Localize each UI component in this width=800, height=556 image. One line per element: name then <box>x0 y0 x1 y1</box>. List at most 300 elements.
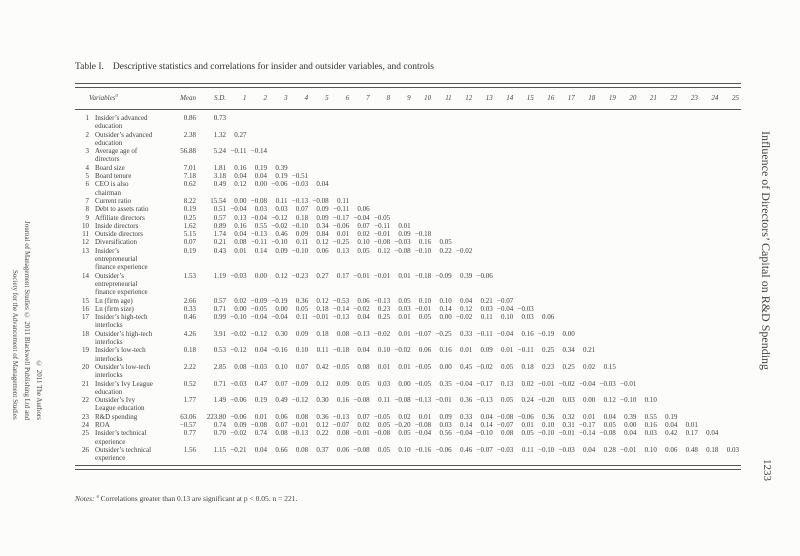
corr-value: 0.16 <box>418 238 432 247</box>
corr-value: −0.04 <box>579 379 596 388</box>
corr-value: 0.04 <box>480 412 493 421</box>
corr-value <box>556 297 577 305</box>
corr-value <box>433 197 454 205</box>
variable-label: Inside directors <box>95 221 139 230</box>
variable-label: Outsider’s high-tech interlocks <box>95 329 153 347</box>
corr-value: 0.01 <box>459 346 473 355</box>
corr-value: 0.10 <box>377 346 391 355</box>
corr-value: 0.05 <box>357 246 370 255</box>
corr-value <box>679 413 700 421</box>
corr-value <box>474 172 495 180</box>
variable-row <box>75 172 741 180</box>
left-margin-copyright <box>9 196 45 420</box>
corr-value: −0.11 <box>374 221 391 230</box>
corr-value <box>700 205 721 213</box>
corr-value: −0.23 <box>291 271 309 280</box>
corr-value: −0.10 <box>620 396 637 405</box>
corr-value <box>413 110 434 131</box>
corr-value: −0.01 <box>538 379 555 388</box>
corr-value: 0.10 <box>398 445 411 454</box>
corr-value: −0.06 <box>476 271 493 280</box>
corr-value <box>700 164 721 172</box>
corr-value: 0.05 <box>603 420 616 429</box>
corr-value <box>515 205 536 213</box>
sd-value: 0.49 <box>213 180 227 189</box>
corr-value: 0.11 <box>378 396 391 405</box>
corr-value <box>556 205 577 213</box>
variable-row <box>75 346 741 363</box>
corr-value <box>433 164 454 172</box>
corr-value: 0.16 <box>439 346 452 355</box>
corr-value <box>351 180 372 197</box>
corr-value: −0.02 <box>456 313 473 322</box>
corr-value: −0.19 <box>271 296 288 305</box>
corr-value: 0.48 <box>685 445 698 454</box>
corr-value: 0.22 <box>439 246 452 255</box>
corr-value: 0.03 <box>562 396 575 405</box>
variable-label: Board size <box>95 163 125 172</box>
corr-value <box>290 110 311 131</box>
variable-row <box>75 205 741 213</box>
corr-value <box>433 214 454 222</box>
corr-value <box>659 205 680 213</box>
corr-value: 0.07 <box>295 205 309 214</box>
corr-value <box>638 297 659 305</box>
corr-value: 0.00 <box>439 313 452 322</box>
corr-value: 0.00 <box>398 379 411 388</box>
corr-value <box>618 247 639 272</box>
corr-value <box>659 147 680 164</box>
corr-value: −0.06 <box>517 412 534 421</box>
corr-value <box>474 131 495 148</box>
corr-value <box>577 297 598 305</box>
corr-value: 0.00 <box>234 196 247 205</box>
corr-value: −0.02 <box>558 379 575 388</box>
corr-value <box>515 247 536 272</box>
corr-value <box>638 230 659 238</box>
corr-value <box>700 305 721 313</box>
corr-value: 0.03 <box>275 205 288 214</box>
corr-value: −0.04 <box>497 329 514 338</box>
corr-value: −0.13 <box>332 412 350 421</box>
corr-value <box>720 197 741 205</box>
corr-value: −0.02 <box>230 429 247 438</box>
corr-value <box>392 205 413 213</box>
column-header-19: 19 <box>597 88 618 110</box>
corr-value: 0.18 <box>521 362 534 371</box>
row-number: 21 <box>82 379 89 388</box>
corr-value <box>659 396 680 413</box>
corr-value: −0.08 <box>394 396 411 405</box>
corr-value <box>454 222 475 230</box>
corr-value <box>638 172 659 180</box>
corr-value: 0.10 <box>644 396 657 405</box>
corr-value <box>659 230 680 238</box>
corr-value <box>679 214 700 222</box>
corr-value <box>577 305 598 313</box>
corr-value <box>659 214 680 222</box>
corr-value: 0.13 <box>234 213 247 222</box>
corr-value: −0.06 <box>230 412 247 421</box>
corr-value <box>536 147 557 164</box>
corr-value <box>392 180 413 197</box>
sd-value: 0.57 <box>213 296 227 305</box>
corr-value: 0.08 <box>234 238 247 247</box>
corr-value: −0.13 <box>373 296 391 305</box>
corr-value <box>556 305 577 313</box>
corr-value: −0.05 <box>332 362 350 371</box>
corr-value: −0.14 <box>332 304 350 313</box>
mean-value: 0.25 <box>183 213 197 222</box>
corr-value <box>495 147 516 164</box>
corr-value: −0.10 <box>538 429 555 438</box>
corr-value: 0.05 <box>439 238 452 247</box>
variable-row <box>75 313 741 330</box>
corr-value <box>720 429 741 446</box>
corr-value: 0.12 <box>603 396 616 405</box>
corr-value <box>700 421 721 429</box>
corr-value: 0.36 <box>295 296 309 305</box>
corr-value <box>536 180 557 197</box>
corr-value: 0.00 <box>624 420 637 429</box>
corr-value: 0.33 <box>459 412 473 421</box>
corr-value <box>515 147 536 164</box>
corr-value: 0.09 <box>336 379 350 388</box>
corr-value <box>495 110 516 131</box>
corr-value <box>679 396 700 413</box>
mean-value: 2.38 <box>183 130 197 139</box>
variable-label: Board tenure <box>95 172 132 181</box>
corr-value: 0.00 <box>234 304 247 313</box>
corr-value: 0.08 <box>500 429 514 438</box>
corr-value: −0.08 <box>250 420 268 429</box>
corr-value <box>638 205 659 213</box>
sd-value: 3.91 <box>213 329 227 338</box>
corr-value <box>474 180 495 197</box>
corr-value: 0.10 <box>439 296 452 305</box>
corr-value <box>597 305 618 313</box>
corr-value <box>413 222 434 230</box>
corr-value <box>700 110 721 131</box>
corr-value: −0.07 <box>497 420 514 429</box>
corr-value: 0.31 <box>562 420 575 429</box>
corr-value: 0.16 <box>521 329 534 338</box>
corr-value <box>495 197 516 205</box>
variable-label: Insider’s technical experience <box>95 429 147 446</box>
corr-value: 0.07 <box>357 221 370 230</box>
corr-value: −0.16 <box>271 346 288 355</box>
variable-label: Ln (firm age) <box>95 296 133 305</box>
corr-value <box>618 305 639 313</box>
corr-value <box>536 214 557 222</box>
corr-value: −0.11 <box>333 205 350 214</box>
corr-value <box>659 238 680 246</box>
corr-value <box>372 172 393 180</box>
corr-value <box>700 238 721 246</box>
corr-value: −0.13 <box>476 396 493 405</box>
corr-value <box>700 346 721 363</box>
corr-value <box>577 272 598 297</box>
variable-row <box>75 330 741 347</box>
corr-value: −0.03 <box>497 445 514 454</box>
corr-value <box>536 238 557 246</box>
corr-value: 0.00 <box>275 304 288 313</box>
mean-value: 0.07 <box>183 238 197 247</box>
corr-value: 0.07 <box>295 362 309 371</box>
row-number: 19 <box>82 346 89 355</box>
column-header-18: 18 <box>577 88 598 110</box>
corr-value <box>372 131 393 148</box>
corr-value <box>536 205 557 213</box>
corr-value <box>618 172 639 180</box>
corr-value <box>556 247 577 272</box>
corr-value: −0.10 <box>291 246 309 255</box>
corr-value <box>700 222 721 230</box>
corr-value: −0.18 <box>332 346 350 355</box>
corr-value <box>536 247 557 272</box>
corr-value: 0.00 <box>439 362 452 371</box>
corr-value <box>679 313 700 330</box>
corr-value <box>290 164 311 172</box>
corr-value <box>433 110 454 131</box>
corr-value <box>474 147 495 164</box>
corr-value: 0.25 <box>542 346 555 355</box>
corr-value <box>659 305 680 313</box>
corr-value: 0.03 <box>398 304 411 313</box>
corr-value: 0.05 <box>500 362 514 371</box>
corr-value: −0.05 <box>373 412 391 421</box>
corr-value: 0.06 <box>275 412 288 421</box>
corr-value: 0.03 <box>480 304 493 313</box>
corr-value: 0.05 <box>418 313 432 322</box>
variables-header-text: Variables <box>89 94 116 102</box>
mean-value: 0.33 <box>183 304 197 313</box>
corr-value: 0.74 <box>254 429 268 438</box>
variable-row <box>75 147 741 164</box>
column-header-3: 3 <box>269 88 290 110</box>
corr-value <box>372 110 393 131</box>
column-header-1: 1 <box>228 88 249 110</box>
corr-value: 0.49 <box>275 396 288 405</box>
corr-value: 0.47 <box>254 379 268 388</box>
corr-value: 0.06 <box>336 445 350 454</box>
corr-value <box>679 330 700 347</box>
corr-value <box>515 238 536 246</box>
corr-value <box>515 197 536 205</box>
column-header-21: 21 <box>638 88 659 110</box>
corr-value <box>536 197 557 205</box>
corr-value <box>597 172 618 180</box>
corr-value: −0.09 <box>250 296 268 305</box>
corr-value <box>515 131 536 148</box>
corr-value <box>536 272 557 297</box>
corr-value: 0.08 <box>357 362 370 371</box>
column-header-23: 23 <box>679 88 700 110</box>
corr-value: 0.06 <box>357 205 370 214</box>
mean-value: 4.26 <box>183 329 197 338</box>
corr-value <box>597 147 618 164</box>
corr-value: 0.13 <box>500 379 514 388</box>
corr-value <box>700 363 721 380</box>
corr-value <box>700 297 721 305</box>
corr-value <box>454 164 475 172</box>
corr-value: −0.07 <box>497 296 514 305</box>
mean-value: 0.86 <box>183 114 197 122</box>
corr-value: 0.07 <box>275 379 288 388</box>
corr-value <box>577 330 598 347</box>
corr-value <box>597 222 618 230</box>
corr-value <box>679 131 700 148</box>
variable-label: Insider’s high-tech interlocks <box>95 313 148 330</box>
corr-value: 0.18 <box>295 213 309 222</box>
corr-value <box>720 172 741 180</box>
sd-value: 5.24 <box>213 147 227 156</box>
corr-value <box>659 363 680 380</box>
corr-value: 0.04 <box>254 172 268 181</box>
variables-header-superscript: a <box>115 93 118 99</box>
corr-value <box>720 214 741 222</box>
corr-value: 0.01 <box>521 420 534 429</box>
corr-value <box>720 272 741 297</box>
corr-value: 0.16 <box>644 420 657 429</box>
corr-value <box>331 147 352 164</box>
corr-value: 0.01 <box>685 420 698 429</box>
corr-value: 0.04 <box>316 180 329 189</box>
corr-value: 0.00 <box>254 271 268 280</box>
corr-value <box>474 110 495 131</box>
corr-value <box>618 222 639 230</box>
corr-value: 0.55 <box>254 221 268 230</box>
corr-value <box>474 230 495 238</box>
corr-value <box>618 147 639 164</box>
corr-value: 0.24 <box>521 396 534 405</box>
corr-value <box>536 297 557 305</box>
corr-value: 0.13 <box>336 246 350 255</box>
corr-value <box>700 230 721 238</box>
corr-value: −0.14 <box>250 147 268 156</box>
corr-value <box>433 230 454 238</box>
corr-value <box>351 164 372 172</box>
corr-value: 0.01 <box>336 230 350 239</box>
corr-value <box>597 247 618 272</box>
corr-value: 0.10 <box>357 238 370 247</box>
corr-value: 0.21 <box>583 346 596 355</box>
corr-value <box>618 214 639 222</box>
corr-value <box>720 363 741 380</box>
column-header-25: 25 <box>720 88 741 110</box>
corr-value <box>679 272 700 297</box>
corr-value <box>618 297 639 305</box>
variable-row <box>75 110 741 131</box>
corr-value <box>290 147 311 164</box>
corr-value <box>700 214 721 222</box>
corr-value: −0.20 <box>394 420 411 429</box>
corr-value <box>679 164 700 172</box>
corr-value <box>597 110 618 131</box>
corr-value: 0.42 <box>316 362 329 371</box>
corr-value <box>413 197 434 205</box>
variable-label: Diversification <box>95 238 137 247</box>
corr-value: −0.18 <box>414 230 432 239</box>
corr-value <box>720 110 741 131</box>
corr-value <box>679 346 700 363</box>
mean-value: −0.57 <box>179 420 197 429</box>
variable-label: Outsider’s entrepreneurial finance experience <box>95 271 148 297</box>
column-header-12: 12 <box>454 88 475 110</box>
corr-value: 0.01 <box>398 271 411 280</box>
corr-value <box>515 272 536 297</box>
corr-value <box>618 180 639 197</box>
corr-value: −0.01 <box>353 429 370 438</box>
corr-value: −0.02 <box>394 346 411 355</box>
correlation-table <box>75 88 741 465</box>
column-header-24: 24 <box>700 88 721 110</box>
corr-value: 0.21 <box>480 296 493 305</box>
variable-row <box>75 214 741 222</box>
corr-value: 0.04 <box>254 445 268 454</box>
corr-value: −0.07 <box>476 445 493 454</box>
corr-value: 0.12 <box>234 180 247 189</box>
running-title: Influence of Directors’ Capital on R&D Spending <box>759 131 773 371</box>
corr-value <box>577 238 598 246</box>
sd-value: 1.49 <box>213 396 227 405</box>
corr-value: 0.11 <box>480 313 493 322</box>
mean-value: 1.53 <box>183 271 197 280</box>
corr-value <box>638 272 659 297</box>
corr-value: 0.01 <box>254 412 268 421</box>
corr-value: 0.04 <box>665 420 678 429</box>
corr-value: 0.33 <box>459 329 473 338</box>
corr-value <box>597 230 618 238</box>
corr-value <box>372 205 393 213</box>
row-number: 23 <box>82 412 89 421</box>
corr-value <box>577 164 598 172</box>
corr-value: −0.12 <box>230 346 247 355</box>
row-number: 26 <box>82 445 89 454</box>
corr-value <box>618 238 639 246</box>
mean-value: 7.01 <box>183 163 197 172</box>
corr-value: 0.17 <box>336 271 350 280</box>
corr-value <box>618 272 639 297</box>
corr-value: 0.14 <box>254 246 268 255</box>
corr-value <box>720 222 741 230</box>
corr-value <box>700 396 721 413</box>
corr-value <box>597 238 618 246</box>
corr-value: 0.05 <box>500 396 514 405</box>
sd-value: 1.19 <box>213 271 227 280</box>
row-number: 24 <box>82 420 89 429</box>
corr-value <box>638 313 659 330</box>
corr-value <box>454 180 475 197</box>
mean-value: 8.22 <box>183 196 197 205</box>
corr-value <box>515 214 536 222</box>
corr-value: −0.25 <box>435 329 452 338</box>
corr-value <box>413 172 434 180</box>
corr-value <box>249 131 270 148</box>
mean-value: 56.88 <box>180 147 197 156</box>
corr-value: 0.34 <box>562 346 575 355</box>
corr-value <box>638 238 659 246</box>
sd-value: 0.70 <box>213 429 227 438</box>
corr-value <box>679 247 700 272</box>
column-header-16: 16 <box>536 88 557 110</box>
corr-value <box>577 205 598 213</box>
corr-value <box>372 164 393 172</box>
corr-value: 0.12 <box>377 246 391 255</box>
corr-value <box>577 197 598 205</box>
corr-value: 0.39 <box>459 271 473 280</box>
corr-value: −0.19 <box>538 329 555 338</box>
